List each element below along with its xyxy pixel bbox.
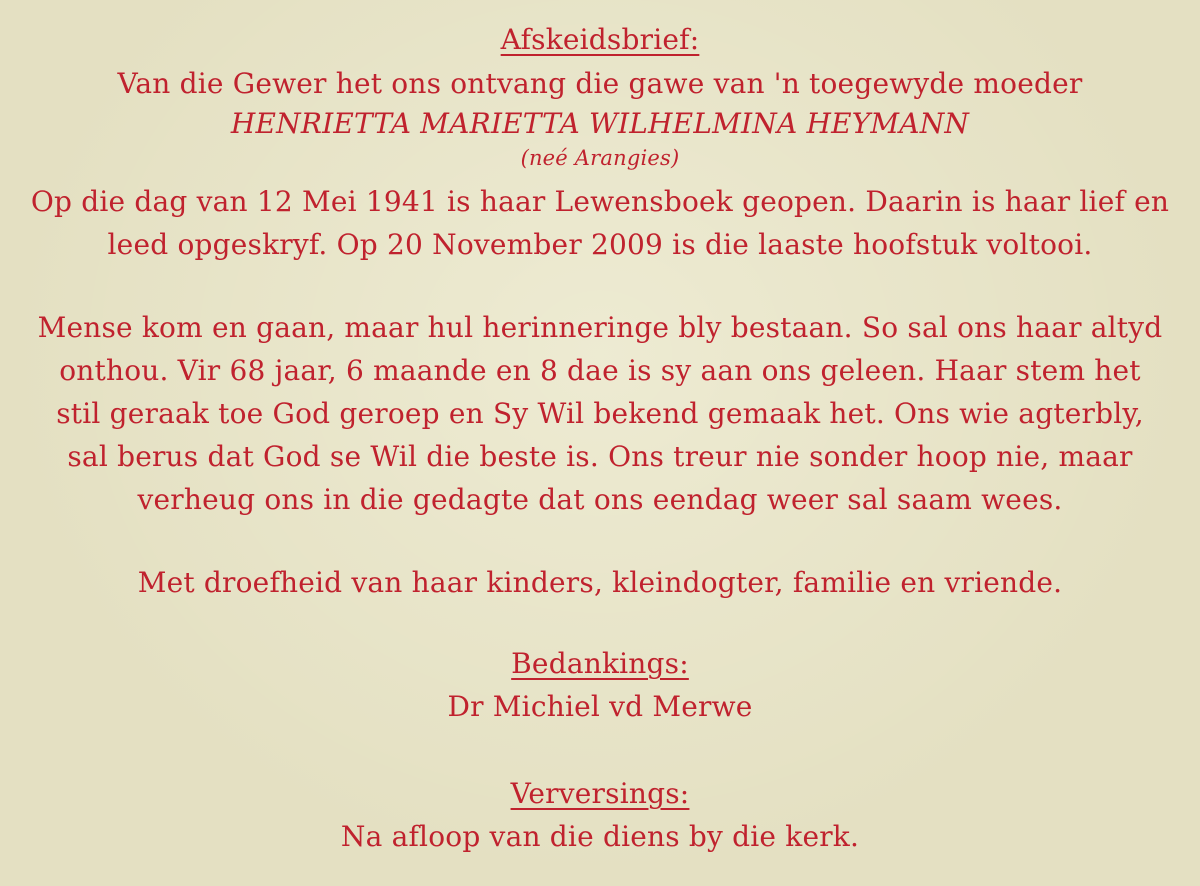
paragraph1-line: Op die dag van 12 Mei 1941 is haar Lewensboek geopen. Daarin is haar lief en: [30, 185, 1170, 218]
maiden-name: (neé Arangies): [520, 146, 680, 170]
thanks-heading: Bedankings:: [511, 647, 689, 680]
paragraph1-line: leed opgeskryf. Op 20 November 2009 is die laaste hoofstuk voltooi.: [107, 228, 1093, 261]
paragraph2-line: stil geraak toe God geroep en Sy Wil bekend gemaak het. Ons wie agterbly,: [56, 397, 1144, 430]
thanks-name: Dr Michiel vd Merwe: [447, 690, 753, 723]
paragraph2-line: sal berus dat God se Wil die beste is. Ons treur nie sonder hoop nie, maar: [67, 440, 1133, 473]
paragraph2-line: verheug ons in die gedagte dat ons eendag weer sal saam wees.: [137, 483, 1063, 516]
paragraph2-line: onthou. Vir 68 jaar, 6 maande en 8 dae is sy aan ons geleen. Haar stem het: [59, 354, 1141, 387]
intro-line: Van die Gewer het ons ontvang die gawe van 'n toegewyde moeder: [117, 67, 1083, 100]
farewell-heading: Afskeidsbrief:: [500, 23, 700, 56]
paragraph2-line: Mense kom en gaan, maar hul herinneringe bly bestaan. So sal ons haar altyd: [37, 311, 1163, 344]
refreshments-text: Na afloop van die diens by die kerk.: [340, 820, 860, 853]
closing-line: Met droefheid van haar kinders, kleindogter, familie en vriende.: [137, 566, 1063, 599]
deceased-name: HENRIETTA MARIETTA WILHELMINA HEYMANN: [230, 107, 970, 140]
refreshments-heading: Verversings:: [510, 777, 690, 810]
